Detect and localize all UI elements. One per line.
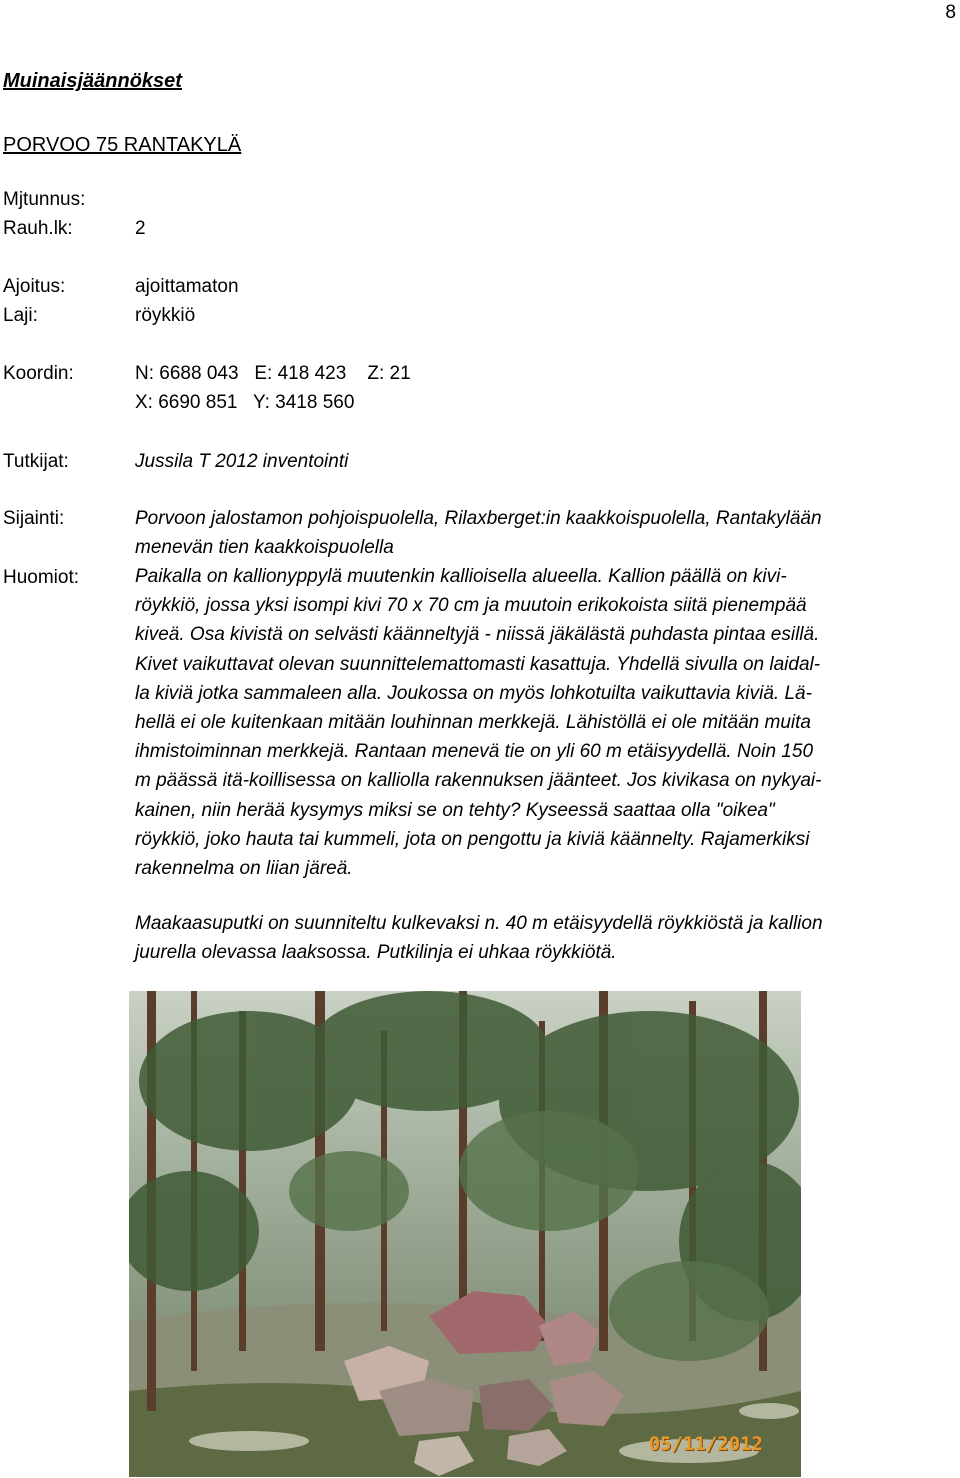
huomiot-line: rakennelma on liian järeä. <box>135 858 353 880</box>
huomiot-label: Huomiot: <box>3 567 80 588</box>
sijainti-line: Porvoon jalostamon pohjoispuolella, Rilaxberget:in kaakkoispuolella, Rantakylään <box>135 508 822 529</box>
site-title: PORVOO 75 RANTAKYLÄ <box>3 134 242 156</box>
laji-label: Laji: <box>3 305 38 326</box>
huomiot-line: m päässä itä-koillisessa on kalliolla rakennuksen jäänteet. Jos kivikasa on nykyai- <box>135 770 822 792</box>
koordin-line-2: X: 6690 851 Y: 3418 560 <box>135 392 355 413</box>
maakaasu-text <box>135 909 957 967</box>
forest-cairn-photo <box>129 991 801 1477</box>
section-title: Muinaisjäännökset <box>3 70 182 92</box>
rauhlk-value: 2 <box>135 218 146 239</box>
sijainti-text <box>135 504 957 562</box>
page-number: 8 <box>945 2 956 23</box>
huomiot-line: la kiviä jotka sammaleen alla. Joukossa on myös lohkotuilta vaikuttavia kiviä. Lä- <box>135 682 812 704</box>
tutkijat-value: Jussila T 2012 inventointi <box>135 451 349 472</box>
laji-value: röykkiö <box>135 305 196 326</box>
huomiot-line: kainen, niin herää kysymys miksi se on tehty? Kyseessä saattaa olla "oikea" <box>135 799 775 821</box>
huomiot-line: röykkiö, joko hauta tai kummeli, jota on pengottu ja kiviä käännelty. Rajamerkiksi <box>135 828 810 850</box>
koordin-line-1: N: 6688 043 E: 418 423 Z: 21 <box>135 363 411 384</box>
site-photo <box>129 991 801 1477</box>
huomiot-text <box>135 562 957 883</box>
huomiot-line: röykkiö, jossa yksi isompi kivi 70 x 70 cm ja muutoin erikokoista siitä pienempää <box>135 595 807 617</box>
tutkijat-label: Tutkijat: <box>3 451 69 472</box>
huomiot-line: kiveä. Osa kivistä on selvästi käänneltyjä - niissä jäkälästä puhdasta pintaa esillä. <box>135 624 820 646</box>
maakaasu-line: Maakaasuputki on suunniteltu kulkevaksi n. 40 m etäisyydellä röykkiöstä ja kallion <box>135 913 823 934</box>
huomiot-line: Kivet vaikuttavat olevan suunnittelemattomasti kasattuja. Yhdellä sivulla on laidal- <box>135 653 821 675</box>
photo-date-stamp: 05/11/2012 <box>648 1433 763 1455</box>
maakaasu-line: juurella olevassa laaksossa. Putkilinja ei uhkaa röykkiötä. <box>135 942 617 964</box>
huomiot-line: Paikalla on kallionyppylä muutenkin kallioisella alueella. Kallion päällä on kivi- <box>135 566 787 587</box>
ajoitus-label: Ajoitus: <box>3 276 66 297</box>
mjtunnus-label: Mjtunnus: <box>3 189 86 210</box>
sijainti-label: Sijainti: <box>3 508 65 529</box>
sijainti-line: menevän tien kaakkoispuolella <box>135 537 394 559</box>
rauhlk-label: Rauh.lk: <box>3 218 73 239</box>
huomiot-line: ihmistoiminnan merkkejä. Rantaan menevä tie on yli 60 m etäisyydellä. Noin 150 <box>135 741 814 763</box>
ajoitus-value: ajoittamaton <box>135 276 239 297</box>
huomiot-line: hellä ei ole kuitenkaan mitään louhinnan merkkejä. Lähistöllä ei ole mitään muita <box>135 712 811 734</box>
koordin-label: Koordin: <box>3 363 74 384</box>
